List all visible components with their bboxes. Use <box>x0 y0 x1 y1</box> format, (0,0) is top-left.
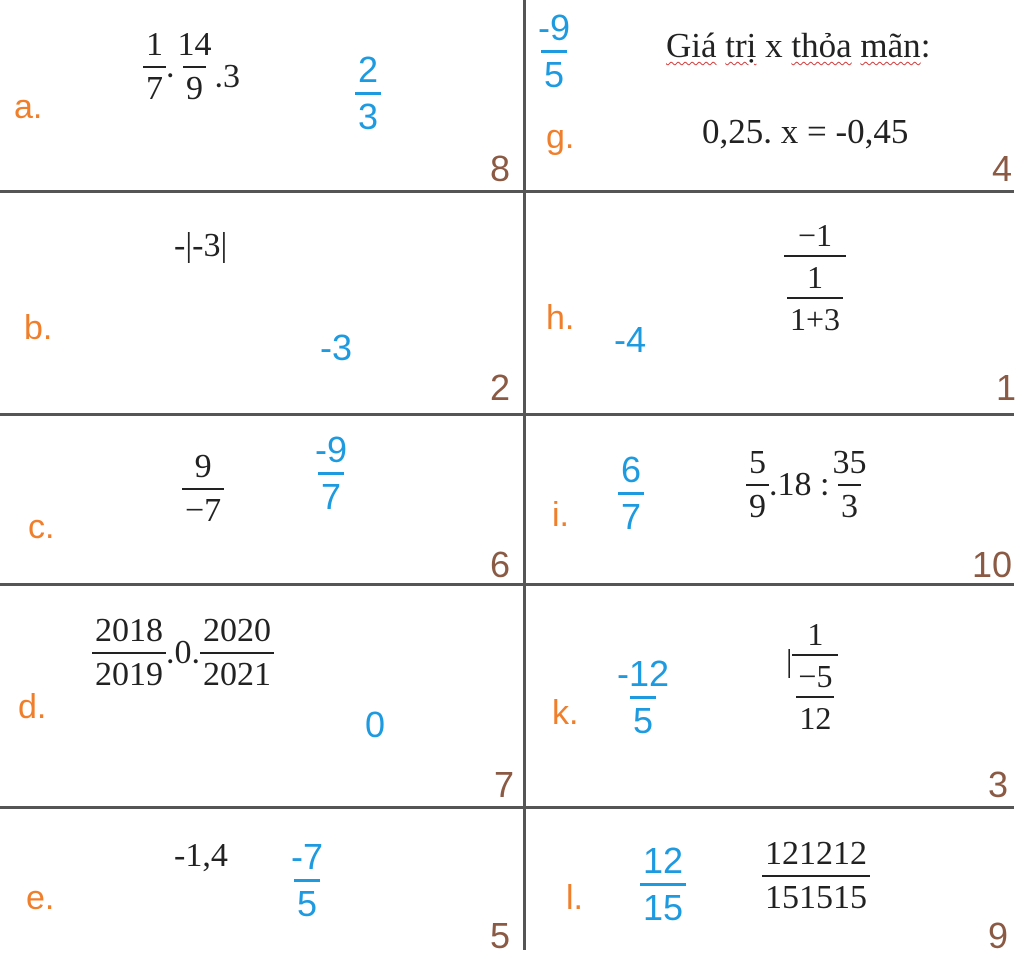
cell-c-number: 6 <box>490 544 511 585</box>
cell-b-answer: -3 <box>320 327 353 368</box>
cell-d-letter: d. <box>18 688 47 726</box>
cell-h-number: 1 <box>996 367 1017 408</box>
cell-h <box>526 193 1024 413</box>
cell-k <box>526 586 1024 806</box>
cell-g-expression: 0,25. x = -0,45 <box>702 112 909 151</box>
cell-l-answer: $\frac{12}{15}$ <box>640 843 686 926</box>
cell-k-expression: | $\frac{1}{\frac{-5}{12}}$ <box>786 618 838 734</box>
cell-g-prompt: Giá trị x thỏa mãn: <box>666 26 931 65</box>
cell-l-expression: $\frac{121212}{151515}$ <box>762 837 870 915</box>
cell-a-fraction-1: $\frac{1}{7}$ <box>143 28 166 106</box>
cell-c-answer: $\frac{-9}{7}$ <box>315 429 348 517</box>
cell-e-letter: e. <box>26 879 55 917</box>
cell-d <box>0 586 523 806</box>
cell-e-number: 5 <box>490 915 511 956</box>
cell-i <box>526 416 1024 583</box>
cell-d-number: 7 <box>494 764 515 805</box>
cell-a-number: 8 <box>490 148 511 189</box>
cell-a-letter: a. <box>14 88 43 126</box>
cell-d-expression: $\frac{2018}{2019}$ .0. $\frac{2020}{2021}$ <box>92 614 274 692</box>
cell-l <box>526 809 1024 959</box>
cell-g <box>526 0 1024 190</box>
cell-g-answer: $\frac{-9}{5}$ <box>538 7 571 95</box>
cell-k-number: 3 <box>988 764 1009 805</box>
cell-h-answer: -4 <box>614 319 647 360</box>
cell-a <box>0 0 523 190</box>
cell-h-letter: h. <box>546 299 575 337</box>
cell-g-number: 4 <box>992 148 1013 189</box>
cell-b <box>0 193 523 413</box>
cell-a-fraction-2: $\frac{14}{9}$ <box>177 26 212 107</box>
cell-l-letter: l. <box>566 879 583 917</box>
cell-k-letter: k. <box>552 694 579 732</box>
cell-c-expression: $\frac{9}{-7}$ <box>182 450 224 528</box>
cell-b-expression: -|-3| <box>174 227 228 264</box>
cell-i-expression: $\frac{5}{9}$ .18 : $\frac{35}{3}$ <box>746 446 869 524</box>
cell-e <box>0 809 523 959</box>
cell-b-number: 2 <box>490 367 511 408</box>
cell-i-number: 10 <box>972 544 1013 585</box>
cell-c <box>0 416 523 583</box>
cell-h-expression: $\frac{-1}{\frac{1}{1+3}}$ <box>784 219 846 335</box>
cell-a-expression: $\frac{1}{7}$ . $\frac{14}{9}$ .3 <box>143 28 240 106</box>
cell-d-answer: 0 <box>365 704 386 745</box>
cell-b-letter: b. <box>24 309 53 347</box>
cell-l-number: 9 <box>988 915 1009 956</box>
cell-k-answer: $\frac{-12}{5}$ <box>617 653 670 741</box>
cell-g-letter: g. <box>546 118 575 156</box>
cell-a-answer: $\frac{2}{3}$ <box>355 52 381 135</box>
cell-c-letter: c. <box>28 508 55 546</box>
cell-e-expression: -1,4 <box>174 837 228 874</box>
cell-i-answer: $\frac{6}{7}$ <box>618 452 644 535</box>
cell-i-letter: i. <box>552 496 569 534</box>
cell-e-answer: $\frac{-7}{5}$ <box>291 836 324 924</box>
